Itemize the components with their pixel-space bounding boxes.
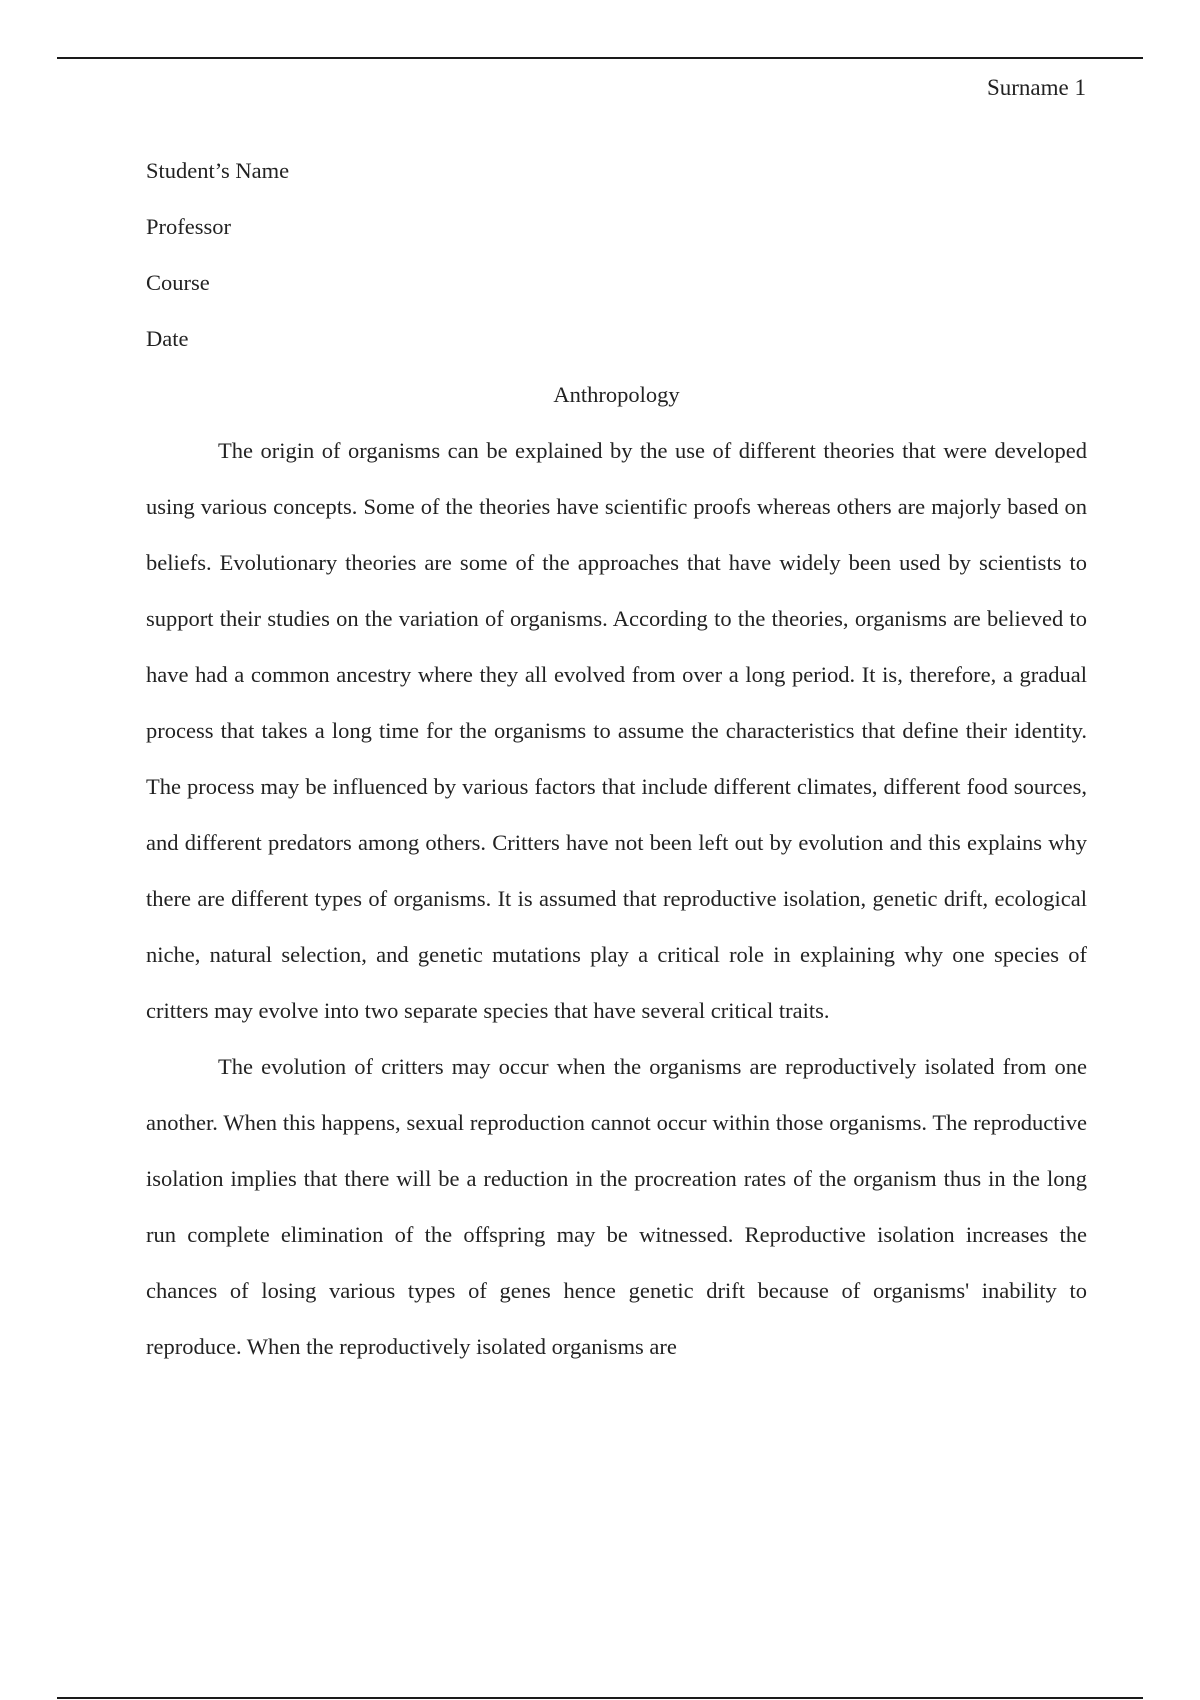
professor-line: Professor (146, 214, 231, 239)
body-paragraph-2: The evolution of critters may occur when the organisms are reproductively isolated from one another. When this happens, sexual reproduction cannot occur within those organisms. The reproductive isolation implies that there will be a reduction in the procreation rates of the organism thus in the long run complete elimination of the offspring may be witnessed. Reproductive isolation increases the chances of losing various types of genes hence genetic drift because of organisms' inability to reproduce. When the reproductively isolated organisms are (146, 1054, 1087, 1359)
document-title: Anthropology (553, 382, 680, 407)
student-name-line: Student’s Name (146, 158, 290, 183)
course-line: Course (146, 270, 210, 295)
date-line: Date (146, 326, 189, 351)
document-body (146, 143, 1087, 1375)
body-paragraph-1: The origin of organisms can be explained by the use of different theories that were developed using various concepts. Some of the theories have scientific proofs whereas others are majorly based on beliefs. Evolutionary theories are some of the approaches that have widely been used by scientists to support their studies on the variation of organisms. According to the theories, organisms are believed to have had a common ancestry where they all evolved from over a long period. It is, therefore, a gradual process that takes a long time for the organisms to assume the characteristics that define their identity. The process may be influenced by various factors that include different climates, different food sources, and different predators among others. Critters have not been left out by evolution and this explains why there are different types of organisms. It is assumed that reproductive isolation, genetic drift, ecological niche, natural selection, and genetic mutations play a critical role in explaining why one species of critters may evolve into two separate species that have several critical traits. (146, 438, 1087, 1023)
top-divider (57, 57, 1143, 59)
bottom-divider (57, 1697, 1143, 1699)
running-head: Surname 1 (986, 75, 1086, 100)
